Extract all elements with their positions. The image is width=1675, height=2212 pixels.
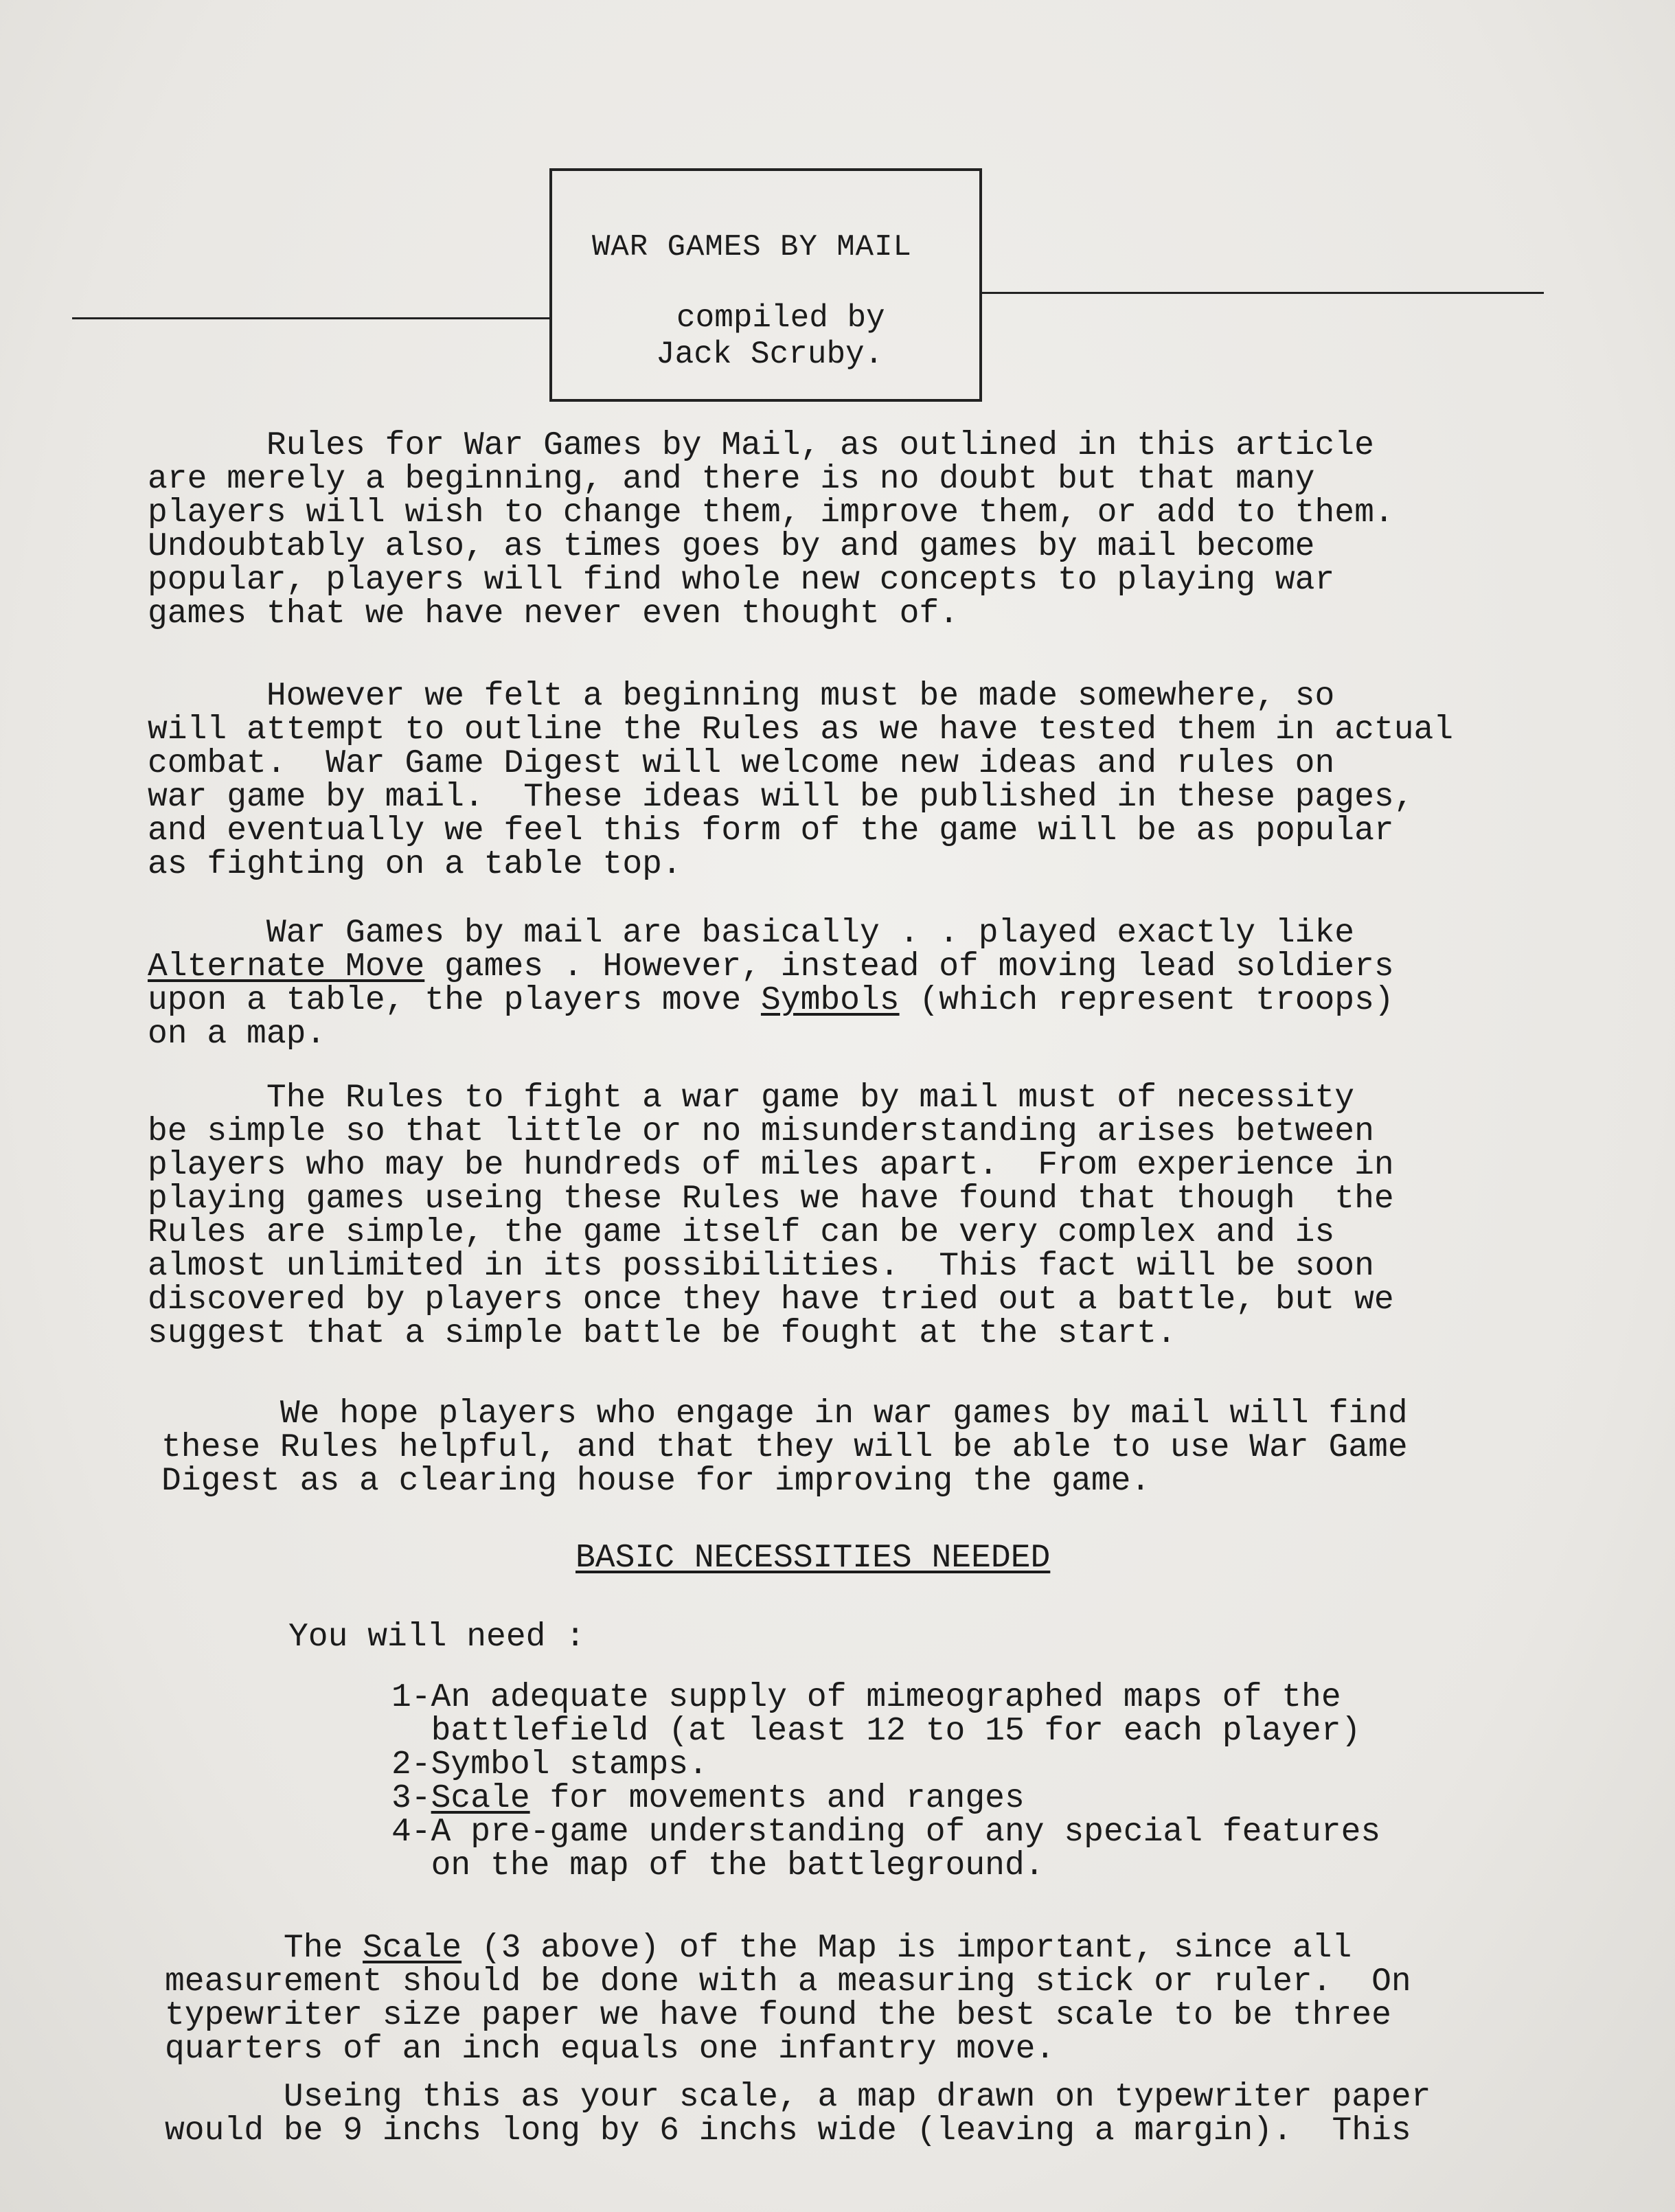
- paragraph-line: War Games by mail are basically . . played exactly like: [148, 915, 1355, 952]
- article-title: WAR GAMES BY MAIL: [592, 230, 912, 264]
- list-item: 3-Scale for movements and ranges: [391, 1780, 1025, 1817]
- section-heading: BASIC NECESSITIES NEEDED: [576, 1540, 1051, 1577]
- paragraph-line: Alternate Move games . However, instead of moving lead soldiers: [148, 948, 1394, 985]
- paragraph-line: suggest that a simple battle be fought at the start.: [148, 1315, 1176, 1352]
- paragraph-line: upon a table, the players move Symbols (which represent troops): [148, 982, 1394, 1019]
- paragraph-line: would be 9 inchs long by 6 inchs wide (leaving a margin). This: [165, 2112, 1411, 2150]
- paragraph-line: are merely a beginning, and there is no doubt but that many: [148, 461, 1315, 498]
- paragraph-line: Rules are simple, the game itself can be very complex and is: [148, 1214, 1335, 1251]
- paragraph-line: However we felt a beginning must be made somewhere, so: [148, 678, 1335, 715]
- paragraph-line: will attempt to outline the Rules as we have tested them in actual: [148, 711, 1454, 749]
- compiled-by-label: compiled by: [676, 300, 885, 336]
- underlined-term: Alternate Move: [148, 948, 425, 985]
- paragraph-line: war game by mail. These ideas will be published in these pages,: [148, 779, 1414, 816]
- paragraph-line: discovered by players once they have tried out a battle, but we: [148, 1281, 1394, 1319]
- paragraph-line: Digest as a clearing house for improving the game.: [161, 1463, 1151, 1500]
- paragraph-line: as fighting on a table top.: [148, 846, 682, 883]
- paragraph-line: typewriter size paper we have found the best scale to be three: [165, 1997, 1391, 2034]
- list-item: 1-An adequate supply of mimeographed maps of the: [391, 1679, 1341, 1716]
- paragraph-line: these Rules helpful, and that they will be able to use War Game: [161, 1429, 1408, 1466]
- paragraph-line: Undoubtably also, as times goes by and games by mail become: [148, 528, 1315, 565]
- paragraph-line: almost unlimited in its possibilities. This fact will be soon: [148, 1248, 1374, 1285]
- paragraph-line: The Rules to fight a war game by mail must of necessity: [148, 1080, 1355, 1117]
- paragraph-line: on a map.: [148, 1016, 326, 1053]
- author-name: Jack Scruby.: [656, 337, 884, 372]
- list-item: on the map of the battleground.: [391, 1847, 1045, 1884]
- paragraph-line: Useing this as your scale, a map drawn on typewriter paper: [165, 2079, 1431, 2116]
- paragraph-line: players will wish to change them, improve them, or add to them.: [148, 494, 1394, 532]
- paragraph-line: be simple so that little or no misunderstanding arises between: [148, 1113, 1374, 1150]
- paragraph-line: and eventually we feel this form of the game will be as popular: [148, 812, 1394, 850]
- list-intro: You will need :: [288, 1619, 586, 1656]
- paragraph-line: popular, players will find whole new concepts to playing war: [148, 562, 1335, 599]
- list-item: battlefield (at least 12 to 15 for each player): [391, 1713, 1361, 1750]
- paragraph-line: Rules for War Games by Mail, as outlined in this article: [148, 427, 1374, 464]
- paragraph-line: measurement should be done with a measuring stick or ruler. On: [165, 1963, 1411, 2000]
- paragraph-line: games that we have never even thought of.: [148, 595, 959, 632]
- underlined-term: Scale: [363, 1930, 462, 1967]
- underlined-term: Symbols: [760, 982, 900, 1019]
- list-item: 2-Symbol stamps.: [391, 1746, 708, 1783]
- paragraph-line: players who may be hundreds of miles apart. From experience in: [148, 1147, 1394, 1184]
- paragraph-line: The Scale (3 above) of the Map is important, since all: [165, 1930, 1352, 1967]
- underlined-term: Scale: [431, 1780, 530, 1817]
- paragraph-line: We hope players who engage in war games by mail will find: [161, 1395, 1408, 1433]
- list-item: 4-A pre-game understanding of any special features: [391, 1814, 1381, 1851]
- paragraph-line: quarters of an inch equals one infantry move.: [165, 2031, 1056, 2068]
- paragraph-line: playing games useing these Rules we have found that though the: [148, 1181, 1394, 1218]
- paragraph-line: combat. War Game Digest will welcome new ideas and rules on: [148, 745, 1335, 782]
